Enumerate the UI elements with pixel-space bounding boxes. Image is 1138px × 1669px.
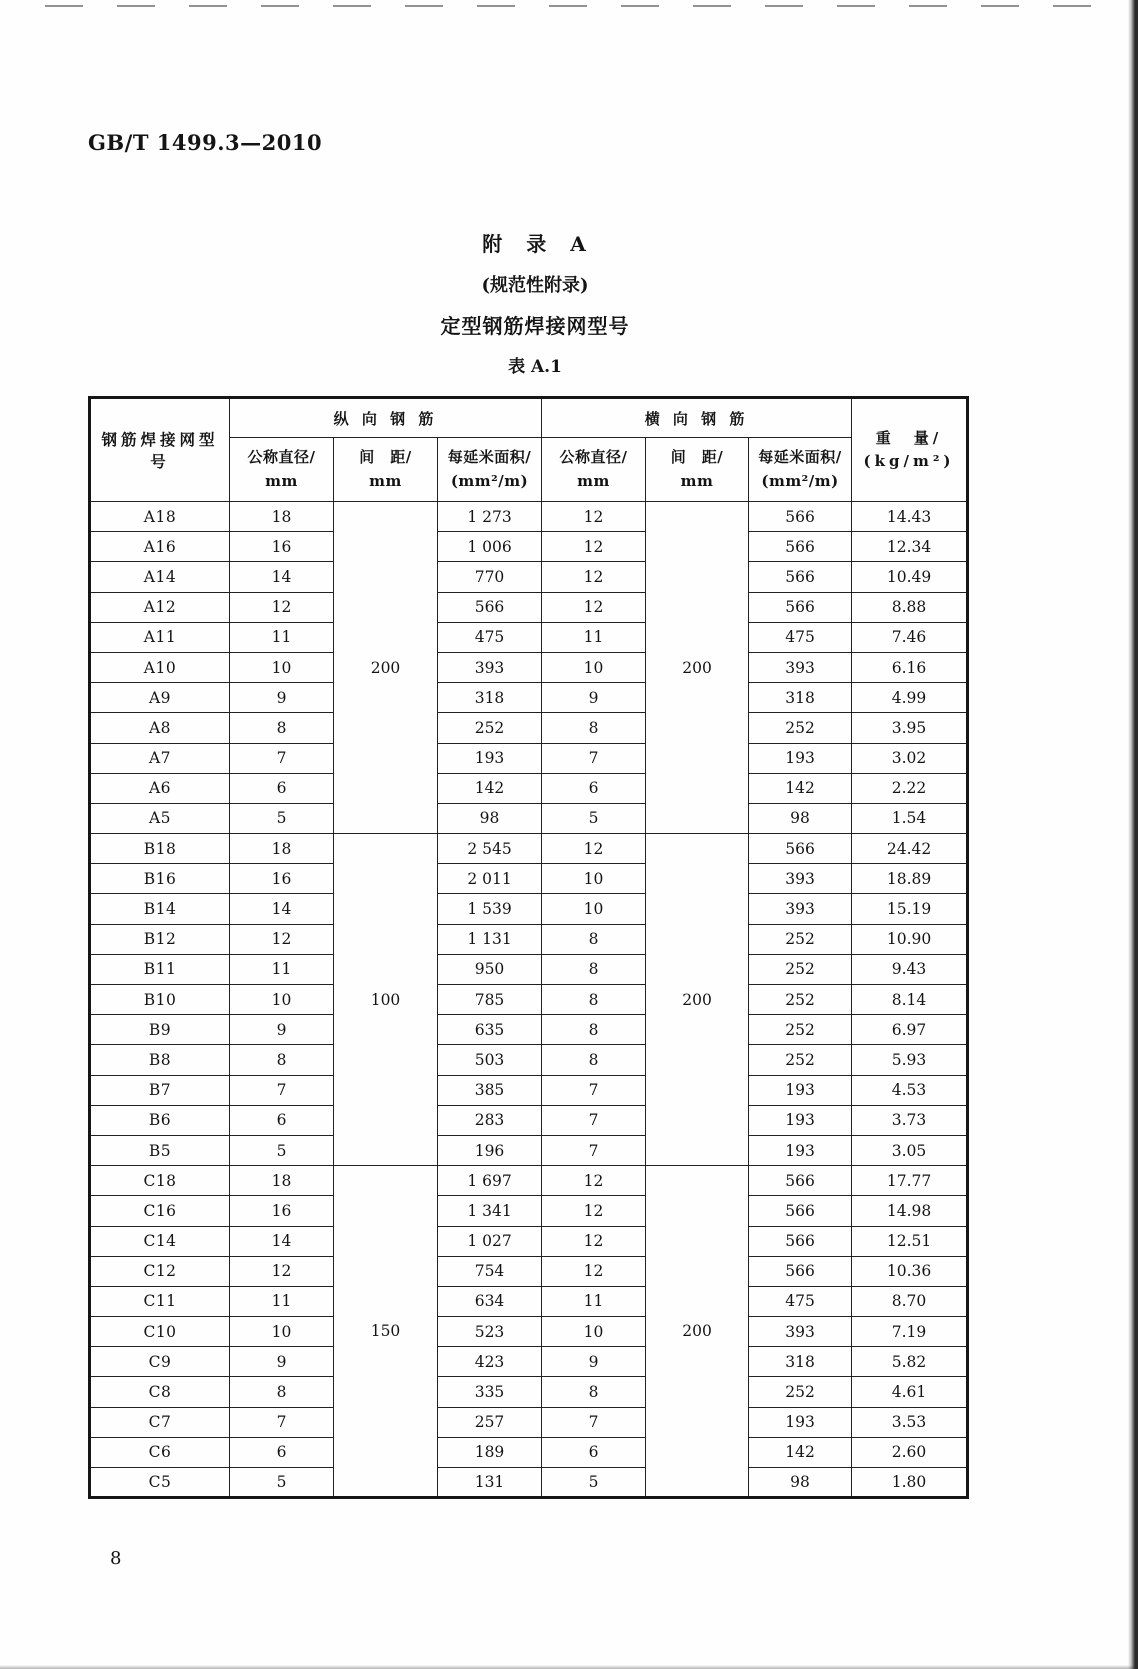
cell-model: A12 — [90, 592, 230, 622]
cell-long-diameter: 7 — [230, 1075, 334, 1105]
cell-trans-diameter: 12 — [542, 1256, 646, 1286]
cell-trans-spacing: 200 — [646, 834, 749, 1166]
cell-weight: 5.82 — [852, 1347, 968, 1377]
cell-long-diameter: 8 — [230, 1045, 334, 1075]
cell-weight: 2.60 — [852, 1437, 968, 1467]
long-diameter-unit: mm — [265, 471, 298, 490]
cell-trans-diameter: 10 — [542, 1317, 646, 1347]
cell-weight: 18.89 — [852, 864, 968, 894]
table-a1 — [88, 396, 969, 1499]
cell-weight: 6.16 — [852, 652, 968, 682]
cell-model: A11 — [90, 622, 230, 652]
cell-long-diameter: 5 — [230, 1135, 334, 1165]
long-spacing-unit: mm — [369, 471, 402, 490]
table-header — [90, 398, 968, 502]
table-row — [90, 1105, 968, 1135]
cell-long-diameter: 12 — [230, 592, 334, 622]
cell-trans-area: 193 — [749, 1105, 852, 1135]
cell-long-area: 393 — [438, 652, 542, 682]
cell-model: C8 — [90, 1377, 230, 1407]
table-row — [90, 1196, 968, 1226]
cell-model: B16 — [90, 864, 230, 894]
cell-model: B8 — [90, 1045, 230, 1075]
column-header-model: 钢筋焊接网型号 — [90, 398, 230, 502]
cell-trans-diameter: 5 — [542, 1468, 646, 1498]
weight-header-label: 重 量/ — [875, 428, 943, 447]
trans-diameter-unit: mm — [577, 471, 610, 490]
cell-weight: 1.54 — [852, 803, 968, 833]
cell-model: B11 — [90, 954, 230, 984]
cell-long-diameter: 11 — [230, 954, 334, 984]
cell-trans-diameter: 8 — [542, 1015, 646, 1045]
cell-trans-area: 98 — [749, 803, 852, 833]
table-row — [90, 652, 968, 682]
cell-long-area: 252 — [438, 713, 542, 743]
trans-spacing-unit: mm — [680, 471, 714, 490]
cell-trans-diameter: 8 — [542, 713, 646, 743]
table-row — [90, 834, 968, 864]
cell-weight: 4.61 — [852, 1377, 968, 1407]
trans-area-label: 每延米面积/ — [758, 448, 842, 467]
cell-long-area: 635 — [438, 1015, 542, 1045]
cell-weight: 10.90 — [852, 924, 968, 954]
long-area-label: 每延米面积/ — [447, 448, 532, 467]
scan-artifact-right-edge — [1128, 0, 1138, 1669]
cell-long-area: 1 697 — [438, 1166, 542, 1196]
cell-long-diameter: 16 — [230, 532, 334, 562]
cell-model: C5 — [90, 1468, 230, 1498]
cell-weight: 10.49 — [852, 562, 968, 592]
cell-weight: 12.34 — [852, 532, 968, 562]
cell-weight: 8.70 — [852, 1286, 968, 1316]
cell-trans-area: 566 — [749, 1196, 852, 1226]
cell-trans-area: 475 — [749, 1286, 852, 1316]
cell-trans-diameter: 11 — [542, 622, 646, 652]
cell-weight: 6.97 — [852, 1015, 968, 1045]
cell-long-area: 2 011 — [438, 864, 542, 894]
cell-long-diameter: 11 — [230, 622, 334, 652]
cell-model: A16 — [90, 532, 230, 562]
cell-long-area: 634 — [438, 1286, 542, 1316]
cell-long-area: 196 — [438, 1135, 542, 1165]
cell-trans-area: 566 — [749, 562, 852, 592]
table-row — [90, 1226, 968, 1256]
table-row — [90, 713, 968, 743]
cell-long-area: 2 545 — [438, 834, 542, 864]
appendix-title-block — [0, 228, 1070, 339]
cell-model: A14 — [90, 562, 230, 592]
cell-model: B12 — [90, 924, 230, 954]
cell-long-area: 785 — [438, 985, 542, 1015]
long-diameter-label: 公称直径/ — [247, 448, 316, 467]
table-row — [90, 1166, 968, 1196]
table-row — [90, 683, 968, 713]
cell-trans-area: 193 — [749, 1135, 852, 1165]
cell-model: B9 — [90, 1015, 230, 1045]
cell-long-area: 950 — [438, 954, 542, 984]
table-row — [90, 803, 968, 833]
cell-long-area: 1 539 — [438, 894, 542, 924]
table-row — [90, 1045, 968, 1075]
table-row — [90, 622, 968, 652]
cell-model: C9 — [90, 1347, 230, 1377]
cell-trans-area: 566 — [749, 1256, 852, 1286]
cell-weight: 24.42 — [852, 834, 968, 864]
table-row — [90, 592, 968, 622]
cell-trans-diameter: 7 — [542, 1135, 646, 1165]
trans-spacing-label: 间 距/ — [670, 448, 724, 467]
cell-trans-area: 318 — [749, 683, 852, 713]
table-row — [90, 894, 968, 924]
cell-weight: 14.98 — [852, 1196, 968, 1226]
cell-model: A9 — [90, 683, 230, 713]
table-row — [90, 954, 968, 984]
cell-long-diameter: 5 — [230, 1468, 334, 1498]
cell-trans-area: 193 — [749, 743, 852, 773]
cell-weight: 5.93 — [852, 1045, 968, 1075]
cell-long-diameter: 18 — [230, 834, 334, 864]
cell-long-diameter: 11 — [230, 1286, 334, 1316]
cell-trans-diameter: 10 — [542, 894, 646, 924]
cell-trans-diameter: 6 — [542, 773, 646, 803]
cell-long-spacing: 200 — [334, 502, 438, 834]
cell-trans-area: 566 — [749, 1166, 852, 1196]
cell-trans-diameter: 8 — [542, 985, 646, 1015]
cell-model: B6 — [90, 1105, 230, 1135]
page-number: 8 — [110, 1548, 122, 1569]
cell-long-diameter: 9 — [230, 683, 334, 713]
cell-trans-diameter: 8 — [542, 1045, 646, 1075]
cell-trans-area: 566 — [749, 834, 852, 864]
cell-long-area: 385 — [438, 1075, 542, 1105]
cell-trans-area: 318 — [749, 1347, 852, 1377]
cell-model: C12 — [90, 1256, 230, 1286]
table-row — [90, 1075, 968, 1105]
long-area-unit: (mm²/m) — [450, 471, 529, 490]
cell-trans-area: 393 — [749, 894, 852, 924]
column-header-long-area — [438, 438, 542, 502]
cell-long-diameter: 12 — [230, 1256, 334, 1286]
cell-weight: 3.53 — [852, 1407, 968, 1437]
cell-trans-diameter: 5 — [542, 803, 646, 833]
cell-long-area: 1 006 — [438, 532, 542, 562]
cell-trans-area: 475 — [749, 622, 852, 652]
cell-long-diameter: 6 — [230, 1437, 334, 1467]
cell-model: B5 — [90, 1135, 230, 1165]
table-row — [90, 1015, 968, 1045]
cell-trans-area: 566 — [749, 592, 852, 622]
cell-model: B14 — [90, 894, 230, 924]
table-row — [90, 1286, 968, 1316]
cell-trans-spacing: 200 — [646, 502, 749, 834]
cell-trans-diameter: 12 — [542, 592, 646, 622]
cell-model: B10 — [90, 985, 230, 1015]
cell-trans-diameter: 9 — [542, 1347, 646, 1377]
cell-trans-diameter: 12 — [542, 834, 646, 864]
cell-long-diameter: 10 — [230, 1317, 334, 1347]
cell-trans-diameter: 12 — [542, 532, 646, 562]
cell-long-area: 98 — [438, 803, 542, 833]
cell-long-diameter: 7 — [230, 743, 334, 773]
cell-long-spacing: 100 — [334, 834, 438, 1166]
cell-long-diameter: 18 — [230, 1166, 334, 1196]
cell-trans-diameter: 9 — [542, 683, 646, 713]
cell-long-diameter: 10 — [230, 652, 334, 682]
cell-trans-area: 566 — [749, 502, 852, 532]
cell-long-diameter: 6 — [230, 773, 334, 803]
cell-model: B18 — [90, 834, 230, 864]
column-header-long-spacing — [334, 438, 438, 502]
cell-long-diameter: 8 — [230, 713, 334, 743]
table-caption: 表 A.1 — [508, 357, 562, 377]
cell-weight: 8.14 — [852, 985, 968, 1015]
cell-weight: 7.46 — [852, 622, 968, 652]
cell-weight: 9.43 — [852, 954, 968, 984]
cell-weight: 17.77 — [852, 1166, 968, 1196]
long-spacing-label: 间 距/ — [359, 448, 412, 467]
cell-model: B7 — [90, 1075, 230, 1105]
cell-weight: 3.95 — [852, 713, 968, 743]
table-header-row-groups — [90, 398, 968, 438]
cell-trans-diameter: 7 — [542, 1105, 646, 1135]
cell-long-area: 1 273 — [438, 502, 542, 532]
column-header-weight — [852, 398, 968, 502]
cell-model: A10 — [90, 652, 230, 682]
cell-model: C7 — [90, 1407, 230, 1437]
cell-long-diameter: 14 — [230, 562, 334, 592]
cell-model: C6 — [90, 1437, 230, 1467]
cell-long-diameter: 14 — [230, 1226, 334, 1256]
appendix-subtitle: (规范性附录) — [481, 275, 589, 296]
cell-model: C16 — [90, 1196, 230, 1226]
table-row — [90, 773, 968, 803]
cell-long-diameter: 9 — [230, 1347, 334, 1377]
cell-trans-diameter: 7 — [542, 1075, 646, 1105]
cell-trans-diameter: 12 — [542, 502, 646, 532]
cell-trans-diameter: 12 — [542, 562, 646, 592]
cell-trans-diameter: 7 — [542, 1407, 646, 1437]
cell-long-diameter: 16 — [230, 1196, 334, 1226]
cell-long-area: 189 — [438, 1437, 542, 1467]
cell-long-diameter: 16 — [230, 864, 334, 894]
table-row — [90, 532, 968, 562]
cell-long-area: 754 — [438, 1256, 542, 1286]
cell-trans-diameter: 12 — [542, 1226, 646, 1256]
trans-diameter-label: 公称直径/ — [559, 448, 628, 467]
cell-trans-area: 393 — [749, 864, 852, 894]
cell-long-diameter: 7 — [230, 1407, 334, 1437]
cell-weight: 3.73 — [852, 1105, 968, 1135]
cell-trans-area: 142 — [749, 1437, 852, 1467]
cell-long-spacing: 150 — [334, 1166, 438, 1498]
scan-artifact-top-dashes — [45, 5, 1095, 7]
cell-long-area: 193 — [438, 743, 542, 773]
table-row — [90, 1317, 968, 1347]
table-row — [90, 562, 968, 592]
table-row — [90, 1407, 968, 1437]
table-body — [90, 502, 968, 1498]
cell-model: A7 — [90, 743, 230, 773]
cell-trans-diameter: 8 — [542, 924, 646, 954]
cell-model: C18 — [90, 1166, 230, 1196]
cell-trans-area: 193 — [749, 1407, 852, 1437]
weight-header-unit: (kg/m²) — [863, 452, 955, 470]
cell-model: A5 — [90, 803, 230, 833]
cell-long-diameter: 5 — [230, 803, 334, 833]
cell-long-diameter: 9 — [230, 1015, 334, 1045]
cell-long-area: 1 341 — [438, 1196, 542, 1226]
cell-trans-diameter: 10 — [542, 864, 646, 894]
column-header-trans-spacing — [646, 438, 749, 502]
cell-long-area: 283 — [438, 1105, 542, 1135]
cell-weight: 15.19 — [852, 894, 968, 924]
cell-long-diameter: 10 — [230, 985, 334, 1015]
cell-long-area: 318 — [438, 683, 542, 713]
cell-long-area: 770 — [438, 562, 542, 592]
cell-long-diameter: 6 — [230, 1105, 334, 1135]
cell-long-diameter: 12 — [230, 924, 334, 954]
cell-weight: 14.43 — [852, 502, 968, 532]
cell-trans-spacing: 200 — [646, 1166, 749, 1498]
cell-trans-area: 252 — [749, 1045, 852, 1075]
cell-trans-diameter: 6 — [542, 1437, 646, 1467]
cell-weight: 3.02 — [852, 743, 968, 773]
cell-long-area: 423 — [438, 1347, 542, 1377]
cell-long-diameter: 8 — [230, 1377, 334, 1407]
cell-trans-diameter: 12 — [542, 1196, 646, 1226]
cell-long-area: 1 131 — [438, 924, 542, 954]
cell-trans-diameter: 10 — [542, 652, 646, 682]
appendix-main-title: 定型钢筋焊接网型号 — [440, 314, 630, 338]
table-row — [90, 1135, 968, 1165]
cell-long-area: 131 — [438, 1468, 542, 1498]
appendix-title: 附 录 A — [482, 232, 588, 256]
cell-weight: 2.22 — [852, 773, 968, 803]
cell-trans-area: 142 — [749, 773, 852, 803]
cell-long-diameter: 14 — [230, 894, 334, 924]
cell-long-area: 566 — [438, 592, 542, 622]
cell-weight: 10.36 — [852, 1256, 968, 1286]
cell-long-diameter: 18 — [230, 502, 334, 532]
table-row — [90, 502, 968, 532]
cell-long-area: 503 — [438, 1045, 542, 1075]
cell-long-area: 257 — [438, 1407, 542, 1437]
table-row — [90, 1468, 968, 1498]
cell-trans-diameter: 8 — [542, 1377, 646, 1407]
cell-trans-diameter: 8 — [542, 954, 646, 984]
cell-trans-area: 193 — [749, 1075, 852, 1105]
cell-trans-area: 98 — [749, 1468, 852, 1498]
cell-model: A6 — [90, 773, 230, 803]
cell-weight: 4.99 — [852, 683, 968, 713]
cell-trans-diameter: 12 — [542, 1166, 646, 1196]
cell-weight: 3.05 — [852, 1135, 968, 1165]
trans-area-unit: (mm²/m) — [761, 471, 839, 490]
table-row — [90, 1377, 968, 1407]
cell-model: C14 — [90, 1226, 230, 1256]
cell-trans-diameter: 11 — [542, 1286, 646, 1316]
cell-trans-area: 252 — [749, 1377, 852, 1407]
table-row — [90, 864, 968, 894]
cell-weight: 4.53 — [852, 1075, 968, 1105]
cell-long-area: 475 — [438, 622, 542, 652]
cell-model: C10 — [90, 1317, 230, 1347]
cell-long-area: 1 027 — [438, 1226, 542, 1256]
cell-trans-area: 252 — [749, 713, 852, 743]
cell-trans-area: 393 — [749, 1317, 852, 1347]
cell-model: C11 — [90, 1286, 230, 1316]
cell-model: A8 — [90, 713, 230, 743]
cell-weight: 7.19 — [852, 1317, 968, 1347]
cell-trans-area: 393 — [749, 652, 852, 682]
scan-artifact-bottom-edge — [0, 1665, 1138, 1669]
document-header: GB/T 1499.3—2010 — [88, 130, 323, 155]
table-row — [90, 1347, 968, 1377]
table-row — [90, 1437, 968, 1467]
column-group-longitudinal: 纵 向 钢 筋 — [230, 398, 542, 438]
table-row — [90, 1256, 968, 1286]
column-header-trans-diameter — [542, 438, 646, 502]
cell-trans-area: 252 — [749, 985, 852, 1015]
cell-trans-area: 566 — [749, 1226, 852, 1256]
cell-trans-area: 252 — [749, 954, 852, 984]
table-row — [90, 924, 968, 954]
cell-trans-area: 252 — [749, 924, 852, 954]
cell-trans-area: 252 — [749, 1015, 852, 1045]
cell-trans-diameter: 7 — [542, 743, 646, 773]
table-row — [90, 985, 968, 1015]
column-header-trans-area — [749, 438, 852, 502]
cell-long-area: 523 — [438, 1317, 542, 1347]
cell-weight: 1.80 — [852, 1468, 968, 1498]
cell-long-area: 142 — [438, 773, 542, 803]
cell-trans-area: 566 — [749, 532, 852, 562]
cell-weight: 8.88 — [852, 592, 968, 622]
cell-model: A18 — [90, 502, 230, 532]
cell-long-area: 335 — [438, 1377, 542, 1407]
column-group-transverse: 横 向 钢 筋 — [542, 398, 852, 438]
table-row — [90, 743, 968, 773]
cell-weight: 12.51 — [852, 1226, 968, 1256]
column-header-long-diameter — [230, 438, 334, 502]
